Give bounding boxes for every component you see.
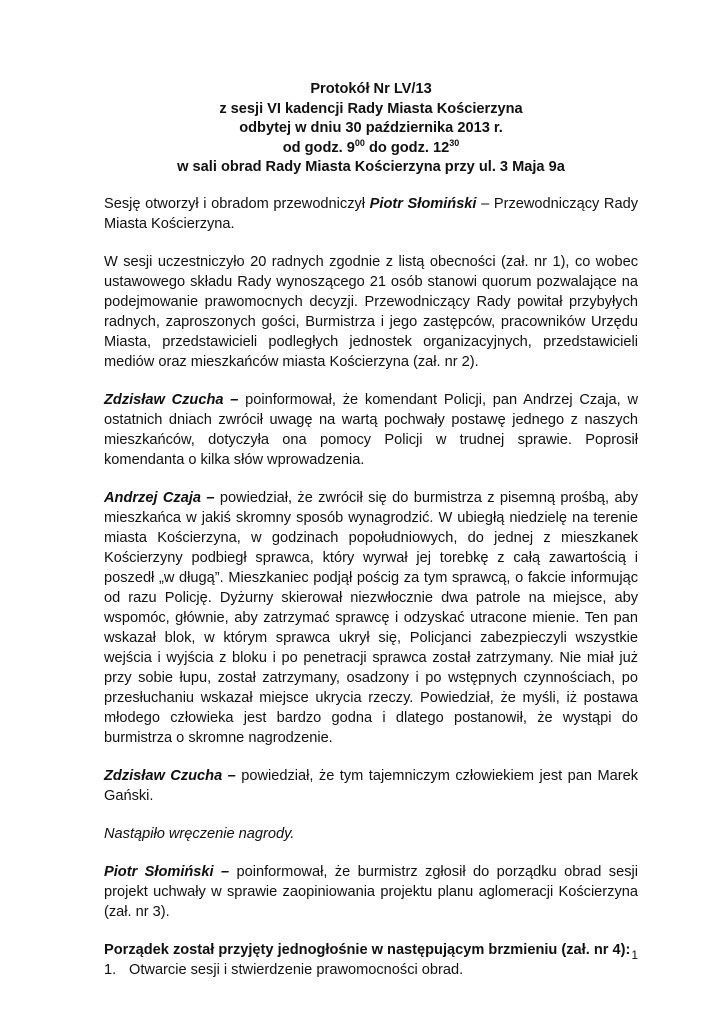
hours-to: do godz. 12 [364,139,450,156]
paragraph-award: Nastąpiło wręczenie nagrody. [104,825,295,842]
speaker-name: Zdzisław Czucha – [104,391,239,408]
document-page [104,80,638,980]
paragraph-czucha-2 [104,766,638,806]
paragraph-czucha-1 [104,390,638,470]
session-hours [104,139,638,159]
statement-text: poinformował, że komendant Policji, pan Andrzej Czaja, w ostatnich dniach zwrócił uwagę na wartą pochwały postawę jednego z naszych mieszkańców, dotyczyła ona pomocy Policji w trudnej sprawie. Poprosił komendanta o kilka słów wprowadzenia. [104,391,638,468]
speaker-name: Piotr Słomiński [369,195,477,212]
document-header [104,80,638,178]
hours-to-minutes: 30 [449,137,460,148]
speaker-name: Piotr Słomiński – [104,863,230,880]
paragraph-czaja [104,488,638,748]
statement-text: powiedział, że tym tajemniczym człowiekiem jest pan Marek Gański. [104,767,638,804]
paragraph-slominski [104,862,638,922]
agenda-item-number: 1. [104,961,117,978]
session-location: w sali obrad Rady Miasta Kościerzyna przy ul. 3 Maja 9a [177,159,565,175]
hours-from-minutes: 00 [354,137,365,148]
agenda-title: Porządek został przyjęty jednogłośnie w następującym brzmieniu (zał. nr 4): [104,941,631,958]
paragraph-quorum: W sesji uczestniczyło 20 radnych zgodnie z listą obecności (zał. nr 1), co wobec ustawowego składu Rady wynoszącego 21 osób stanowi quorum pozwalające na podejmowanie prawomocnych decyzji. Przewodniczący Rady powitał przybyłych radnych, zaproszonych gości, Burmistrza i jego zastępców, pracowników Urzędu Miasta, przedstawicieli podległych jednostek organizacyjnych, przedstawicieli mediów oraz mieszkańców miasta Kościerzyna (zał. nr 2). [104,253,638,370]
page-number: 1 [631,948,638,962]
protocol-number: Protokół Nr LV/13 [310,81,432,97]
session-title: z sesji VI kadencji Rady Miasta Kościerzyna [219,100,523,117]
opening-text-end: – Przewodniczący Rady Miasta Kościerzyna. [104,195,638,232]
agenda-item [104,960,638,980]
hours-from: od godz. 9 [282,139,355,156]
opening-text: Sesję otworzył i obradom przewodniczył [104,195,370,212]
speaker-name: Andrzej Czaja – [104,489,215,506]
speaker-name: Zdzisław Czucha – [104,767,236,784]
statement-text: poinformował, że burmistrz zgłosił do porządku obrad sesji projekt uchwały w sprawie zaopiniowania projektu planu aglomeracji Kościerzyna (zał. nr 3). [104,863,639,920]
agenda-item-text: Otwarcie sesji i stwierdzenie prawomocności obrad. [129,961,464,978]
session-date: odbytej w dniu 30 października 2013 r. [239,120,503,136]
statement-text: powiedział, że zwrócił się do burmistrza z pisemną prośbą, aby mieszkańca w jakiś skromny sposób wynagrodzić. W ubiegłą niedzielę na terenie miasta Kościerzyna, w godzinach popołudniowych, do jednej z mieszkanek Kościerzyny podbiegł sprawca, który wyrwał jej torebkę z całą zawartością i poszedł „w długą”. Mieszkaniec podjął pościg za tym sprawcą, o fakcie informując od razu Policję. Dyżurny skierował niezwłocznie dwa patrole na miejsce, aby wspomóc, głównie, aby zatrzymać sprawcę i odzyskać utracone mienie. Ten pan wskazał blok, w którym sprawca ukrył się, Policjanci zabezpieczyli wszystkie wejścia i wyjścia z bloku i po penetracji sprawca został zatrzymany. Nie miał już przy sobie łupu, został zatrzymany, osadzony i po wstępnych czynnościach, po przesłuchaniu wskazał miejsce ukrycia rzeczy. Powiedział, że myśli, iż postawa młodego człowieka jest bardzo godna i dlatego postanowił, że wystąpi do burmistrza o skromne nagrodzenie. [104,489,638,746]
paragraph-opening [104,194,638,234]
